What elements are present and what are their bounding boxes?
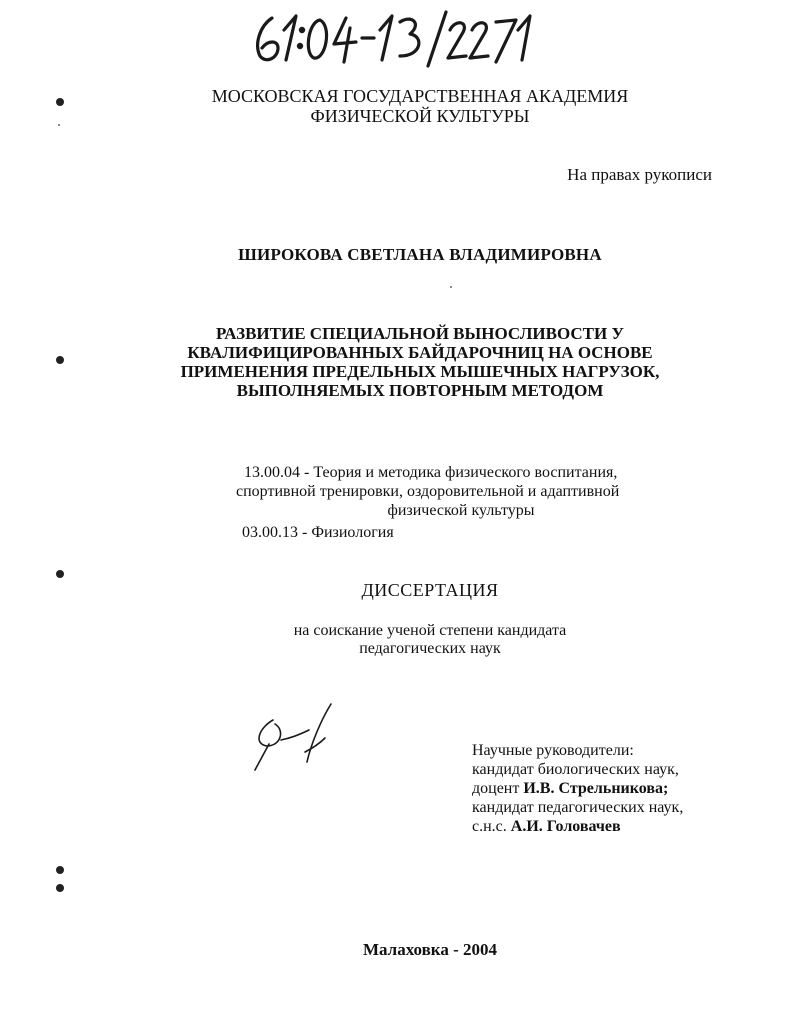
rights-note: На правах рукописи: [567, 165, 712, 184]
binding-hole-mark: [56, 98, 64, 106]
title-line-2: КВАЛИФИЦИРОВАННЫХ БАЙДАРОЧНИЦ НА ОСНОВЕ: [187, 343, 653, 362]
binding-hole-mark: [56, 866, 64, 874]
specialty-first: [236, 463, 706, 520]
city-year: Малаховка - 2004: [362, 940, 498, 959]
signature-scribble: [245, 700, 345, 775]
advisor2-name: А.И. Головачев: [510, 818, 621, 835]
dissertation-title: [130, 324, 710, 400]
purpose-line-1: на соискание ученой степени кандидата: [293, 622, 567, 639]
degree-purpose: [215, 622, 645, 658]
specialty-first-line-2: спортивной тренировки, оздоровительной и адаптивной: [236, 483, 620, 500]
institution-line-1: МОСКОВСКАЯ ГОСУДАРСТВЕННАЯ АКАДЕМИЯ: [211, 86, 629, 106]
title-line-3: ПРИМЕНЕНИЯ ПРЕДЕЛЬНЫХ МЫШЕЧНЫХ НАГРУЗОК,: [180, 362, 660, 381]
scientific-advisors: [472, 741, 752, 836]
signature: [245, 700, 345, 775]
handwritten-archive-number: [250, 8, 540, 70]
advisor2-title: с.н.с.: [472, 818, 507, 835]
advisor1-name: И.В. Стрельникова;: [523, 780, 669, 797]
institution-line-2: ФИЗИЧЕСКОЙ КУЛЬТУРЫ: [310, 106, 530, 126]
advisor2-degree: кандидат педагогических наук,: [472, 799, 684, 816]
specialty-first-line-1: 13.00.04 - Теория и методика физического воспитания,: [244, 464, 618, 481]
specialty-second: 03.00.13 - Физиология: [242, 524, 394, 541]
title-line-4: ВЫПОЛНЯЕМЫХ ПОВТОРНЫМ МЕТОДОМ: [236, 381, 604, 400]
specialty-first-line-3: физической культуры: [387, 502, 535, 519]
scan-speck: [58, 124, 60, 126]
advisor1-title: доцент: [472, 780, 520, 797]
author-name: ШИРОКОВА СВЕТЛАНА ВЛАДИМИРОВНА: [238, 245, 602, 264]
advisor1-degree: кандидат биологических наук,: [472, 761, 679, 778]
advisors-heading: Научные руководители:: [472, 742, 634, 759]
binding-hole-mark: [56, 884, 64, 892]
institution-name: [150, 86, 690, 126]
binding-hole-mark: [56, 570, 64, 578]
purpose-line-2: педагогических наук: [359, 640, 501, 657]
advisor1: [472, 779, 752, 798]
title-line-1: РАЗВИТИЕ СПЕЦИАЛЬНОЙ ВЫНОСЛИВОСТИ У: [216, 324, 624, 343]
archive-number-stamp: [250, 8, 540, 70]
binding-hole-mark: [56, 356, 64, 364]
advisor2: [472, 817, 752, 836]
document-type: ДИССЕРТАЦИЯ: [361, 580, 499, 600]
scan-speck: [450, 286, 452, 288]
